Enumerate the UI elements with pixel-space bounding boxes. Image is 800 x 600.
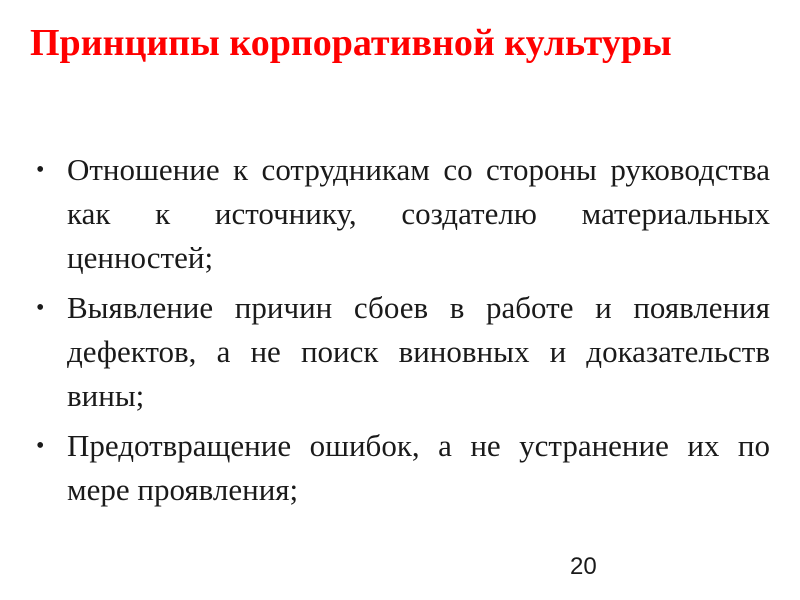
bullet-item xyxy=(36,286,770,418)
bullet-dot-icon: • xyxy=(36,157,45,183)
page-number: 20 xyxy=(570,553,597,580)
slide-title: Принципы корпоративной культуры xyxy=(30,22,672,64)
bullet-dot-icon: • xyxy=(36,433,45,459)
bullet-list xyxy=(36,148,770,518)
bullet-dot-icon: • xyxy=(36,295,45,321)
bullet-item xyxy=(36,424,770,512)
bullet-text: Отношение к сотрудникам со стороны руководства как к источнику, создателю материальных ценностей; xyxy=(67,152,770,275)
bullet-text: Выявление причин сбоев в работе и появления дефектов, а не поиск виновных и доказательств вины; xyxy=(67,290,770,413)
bullet-text: Предотвращение ошибок, а не устранение их по мере проявления; xyxy=(67,428,770,507)
bullet-item xyxy=(36,148,770,280)
